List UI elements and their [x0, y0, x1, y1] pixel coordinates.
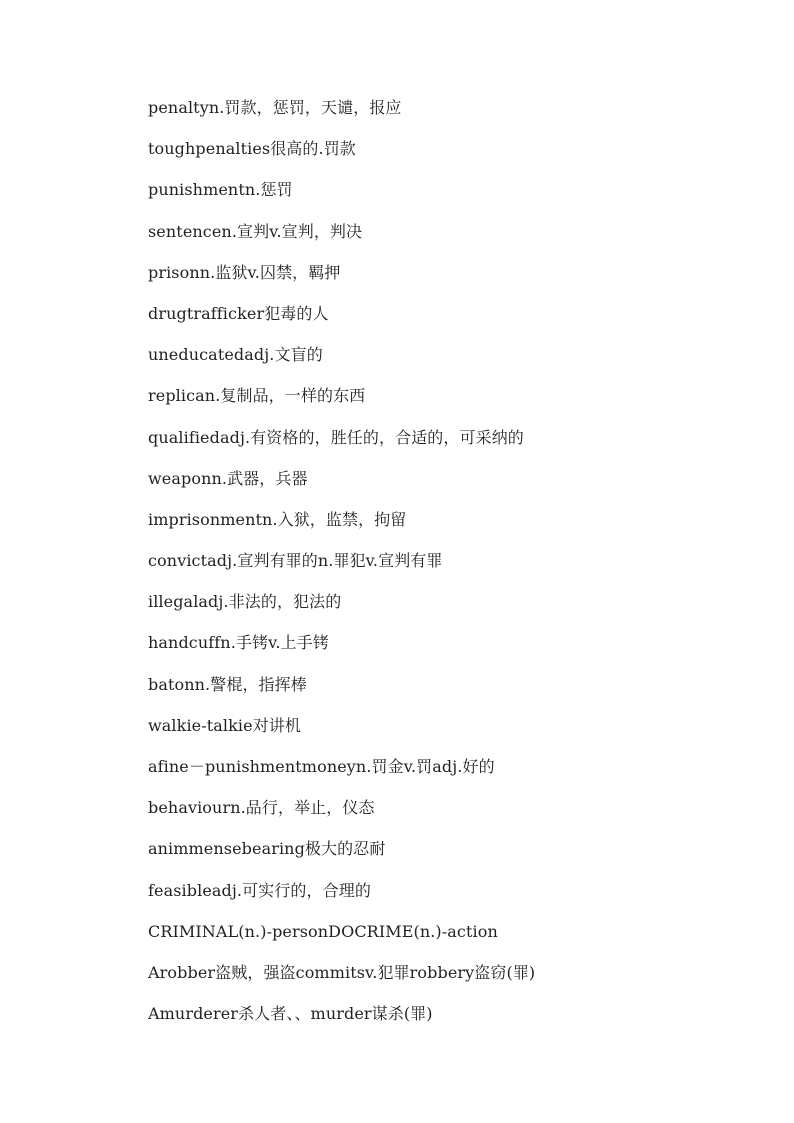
vocab-line: drugtrafficker犯毒的人: [148, 303, 329, 323]
vocab-line: sentencen.宣判v.宣判，判决: [148, 221, 363, 241]
vocab-line: qualifiedadj.有资格的，胜任的，合适的，可采纳的: [148, 427, 524, 447]
vocab-line: animmensebearing极大的忍耐: [148, 839, 386, 859]
vocabulary-list: [148, 94, 748, 1041]
vocab-line: feasibleadj.可实行的，合理的: [148, 880, 371, 900]
vocab-line: afine－punishmentmoneyn.罚金v.罚adj.好的: [148, 757, 495, 776]
vocab-line: Amurderer杀人者、、murder谋杀(罪): [148, 1004, 433, 1024]
vocab-line: walkie-talkie对讲机: [148, 715, 302, 735]
vocab-line: replican.复制品，一样的东西: [148, 386, 366, 406]
vocab-line: illegaladj.非法的，犯法的: [148, 592, 342, 612]
vocab-line: CRIMINAL(n.)-personDOCRIME(n.)-action: [148, 921, 498, 941]
vocab-line: prisonn.监狱v.囚禁，羁押: [148, 262, 341, 282]
vocab-line: convictadj.宣判有罪的n.罪犯v.宣判有罪: [148, 551, 443, 571]
vocab-line: weaponn.武器，兵器: [148, 468, 308, 488]
vocab-line: imprisonmentn.入狱，监禁，拘留: [148, 509, 407, 529]
vocab-line: batonn.警棍，指挥棒: [148, 674, 307, 694]
vocab-line: penaltyn.罚款，惩罚，天谴，报应: [148, 98, 402, 117]
vocab-line: Arobber盗贼，强盗commitsv.犯罪robbery盗窃(罪): [148, 962, 536, 982]
vocab-line: toughpenalties很高的.罚款: [148, 139, 356, 159]
vocab-line: behaviourn.品行，举止，仪态: [148, 798, 375, 818]
vocab-line: handcuffn.手铐v.上手铐: [148, 633, 329, 653]
vocab-line: punishmentn.惩罚: [148, 180, 293, 200]
vocab-line: uneducatedadj.文盲的: [148, 345, 323, 365]
